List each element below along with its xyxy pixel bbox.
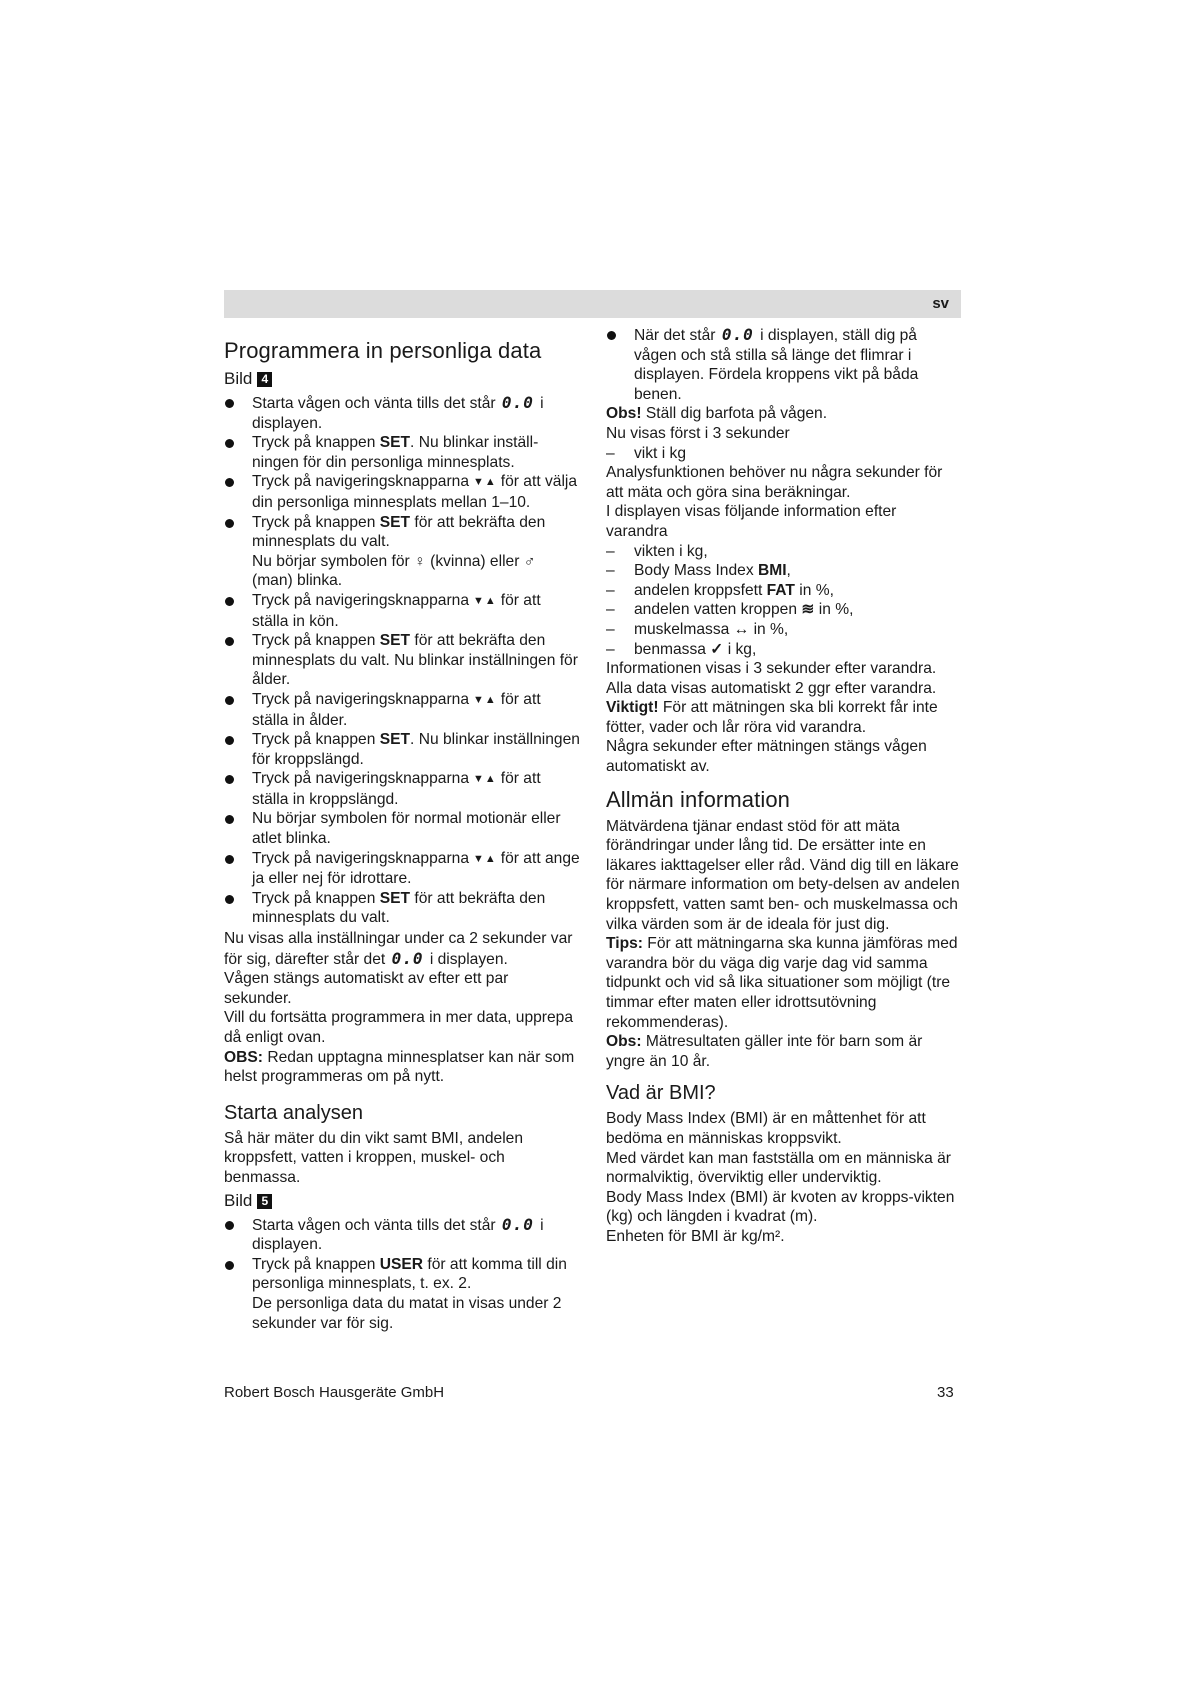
programming-steps [224,393,580,928]
paragraph-repeat: Vill du fortsätta programmera in mer data, upprepa då enligt ovan. [224,1009,574,1046]
list-item: Tryck på navigeringsknapparna ▼▲ för att välja din personliga minnesplats mellan 1–10. [224,472,580,512]
figure-ref-4 [224,368,580,390]
list-item: – Body Mass Index BMI, [606,561,962,581]
down-up-arrows-icon: ▼▲ [473,476,497,489]
list-item: Tryck på navigeringsknapparna ▼▲ för att ange ja eller nej för idrottare. [224,849,580,889]
list-item: När det står 0.0 i displayen, ställ dig på vågen och stå stilla så länge det flimrar i displayen. Fördela kroppens vikt på båda benen. [606,325,962,404]
key-user: USER [379,1255,424,1273]
paragraph-analysis-intro: Så här mäter du din vikt samt BMI, andelen kroppsfett, vatten i kroppen, muskel- och benmassa. [224,1129,524,1186]
key-set: SET [379,513,411,531]
list-item: Nu börjar symbolen för normal motionär eller atlet blinka. [224,809,580,848]
figure-label: Bild [224,369,253,388]
down-up-arrows-icon: ▼▲ [473,693,497,706]
paragraph-bmi-4: Enheten för BMI är kg/m². [606,1227,785,1245]
list-item: – muskelmassa ↔ in %, [606,620,962,640]
key-set: SET [379,889,411,907]
paragraph-info-duration: Informationen visas i 3 sekunder efter varandra. [606,660,937,678]
paragraph-auto-off: Vågen stängs automatiskt av efter ett par sekunder. [224,970,509,1007]
paragraph-after-programming: Nu visas alla inställningar under ca 2 sekunder var för sig, därefter står det 0.0 i displayen. [224,930,573,968]
figure-label: Bild [224,1190,253,1210]
down-up-arrows-icon: ▼▲ [473,594,497,607]
paragraph-obs-children: Obs: Mätresultaten gäller inte för barn som är yngre än 10 år. [606,1033,923,1070]
list-item: Tryck på knappen SET för att bekräfta den minnesplats du valt. [224,889,580,928]
paragraph-bmi-1: Body Mass Index (BMI) är en måttenhet för att bedöma en människas kroppsvikt. [606,1110,926,1147]
display-zero-icon: 0.0 [721,325,754,344]
list-item: – andelen vatten kroppen ≋ in %, [606,600,962,620]
water-icon: ≋ [801,601,815,619]
display-zero-icon: 0.0 [501,393,534,412]
section-title-programmera: Programmera in personliga data [224,338,542,363]
analysis-steps [224,1215,580,1334]
key-set: SET [379,434,411,452]
figure-number-badge: 4 [257,372,272,387]
list-item: Tryck på knappen SET för att bekräfta den minnesplats du valt. Nu börjar symbolen för ♀ (kvinna) eller ♂ (man) blinka. [224,513,580,591]
first-shown-list [606,444,962,464]
paragraph-display-info: I displayen visas följande information efter varandra [606,503,897,540]
list-item: – vikt i kg [606,444,962,464]
paragraph-bmi-3: Body Mass Index (BMI) är kvoten av kropps-vikten (kg) och längden i kvadrat (m). [606,1188,955,1226]
man-icon: ♂ [523,552,536,570]
list-item: – vikten i kg, [606,542,962,562]
section-title-starta-analysen: Starta analysen [224,1101,363,1124]
display-zero-icon: 0.0 [501,1214,534,1234]
paragraph-info-repeat: Alla data visas automatiskt 2 ggr efter varandra. [606,679,937,697]
list-item: Tryck på navigeringsknapparna ▼▲ för att ställa in ålder. [224,690,580,730]
paragraph-first-shown: Nu visas först i 3 sekunder [606,424,790,442]
footer-company: Robert Bosch Hausgeräte GmbH [224,1384,445,1401]
figure-number-badge: 5 [257,1194,272,1209]
display-zero-icon: 0.0 [391,948,424,968]
list-item: Starta vågen och vänta tills det står 0.0 i displayen. [224,1215,580,1255]
muscle-icon: ↔ [733,620,750,638]
paragraph-analysis-function: Analysfunktionen behöver nu några sekunder för att mäta och göra sina beräkningar. [606,464,943,501]
paragraph-important: Viktigt! För att mätningen ska bli korrekt får inte fötter, vader och lår röra vid varandra. [606,699,938,736]
paragraph-tips: Tips: För att mätningarna ska kunna jämföras med varandra bör du väga dig varje dag vid samma tidpunkt och vid så lika situationer som möjligt (tre timmar efter maten eller idrottsutövning rekommenderas). [606,935,958,1031]
paragraph-obs: OBS: Redan upptagna minnesplatser kan när som helst programmeras om på nytt. [224,1048,575,1086]
section-title-vad-ar-bmi: Vad är BMI? [606,1082,716,1105]
list-item: – benmassa ✓ i kg, [606,640,962,660]
list-item: Tryck på navigeringsknapparna ▼▲ för att ställa in kön. [224,591,580,631]
stand-on-scale-step [606,325,962,404]
paragraph-general: Mätvärdena tjänar endast stöd för att mäta förändringar under lång tid. De ersätter inte en läkares iakttagelser eller råd. Vänd dig till en läkare för närmare information om bety-delsen av andelen kroppsfett, vatten samt ben- och muskelmassa och vilka värden som är de ideala för just dig. [606,817,960,933]
page-number: 33 [937,1384,954,1401]
woman-icon: ♀ [414,552,426,570]
right-column [606,325,962,1247]
list-item: Tryck på knappen USER för att komma till din personliga minnesplats, t. ex. 2. De personliga data du matat in visas under 2 sekunder var för sig. [224,1255,580,1333]
section-title-allman-information: Allmän information [606,786,790,812]
down-up-arrows-icon: ▼▲ [473,773,497,786]
list-item: Starta vågen och vänta tills det står 0.0 i displayen. [224,393,580,433]
paragraph-auto-off-right: Några sekunder efter mätningen stängs vågen automatiskt av. [606,738,927,776]
list-item: Tryck på navigeringsknapparna ▼▲ för att ställa in kroppslängd. [224,769,580,809]
header-bar [224,290,961,318]
figure-ref-5 [224,1190,580,1212]
key-set: SET [379,731,411,749]
list-item: Tryck på knappen SET. Nu blinkar inställningen för kroppslängd. [224,730,580,769]
language-code: sv [932,295,949,312]
left-column [224,338,580,1333]
bone-icon: ✓ [710,640,724,658]
paragraph-bmi-2: Med värdet kan man fastställa om en människa är normalviktig, överviktig eller underviktig. [606,1149,951,1187]
list-item: Tryck på knappen SET för att bekräfta den minnesplats du valt. Nu blinkar inställningen för ålder. [224,631,580,690]
list-item: – andelen kroppsfett FAT in %, [606,581,962,601]
display-info-list [606,542,962,660]
key-set: SET [379,632,411,650]
list-item: Tryck på knappen SET. Nu blinkar inställ-ningen för din personliga minnesplats. [224,433,580,472]
paragraph-obs-barefoot: Obs! Ställ dig barfota på vågen. [606,405,828,423]
down-up-arrows-icon: ▼▲ [473,852,497,865]
